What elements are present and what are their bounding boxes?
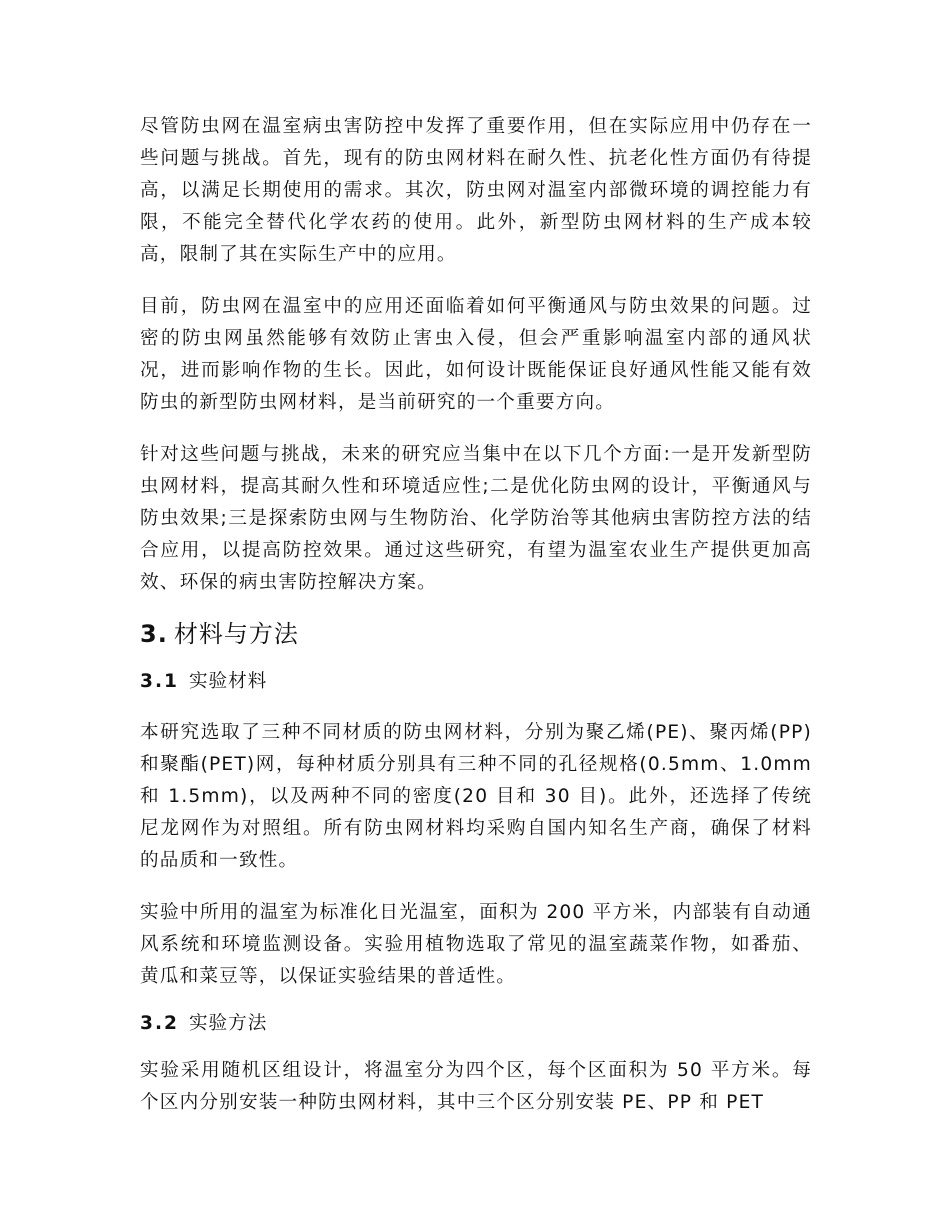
document-body: [140, 111, 812, 1119]
subsection-heading-materials: [140, 667, 812, 697]
subsection-number: 3.1: [140, 671, 179, 692]
section-heading-materials-methods: [140, 617, 812, 651]
paragraph-ventilation-balance: 目前，防虫网在温室中的应用还面临着如何平衡通风与防虫效果的问题。过密的防虫网虽然能够有效防止害虫入侵，但会严重影响温室内部的通风状况，进而影响作物的生长。因此，如何设计既能保证良好通风性能又能有效防虫的新型防虫网材料，是当前研究的一个重要方向。: [140, 296, 812, 413]
subsection-heading-methods: [140, 1009, 812, 1039]
paragraph-experiment-design: 实验采用随机区组设计，将温室分为四个区，每个区面积为 50 平方米。每个区内分别安装一种防虫网材料，其中三个区分别安装 PE、PP 和 PET: [140, 1060, 812, 1113]
section-number: 3.: [140, 620, 168, 648]
paragraph-challenges: 尽管防虫网在温室病虫害防控中发挥了重要作用，但在实际应用中仍存在一些问题与挑战。首先，现有的防虫网材料在耐久性、抗老化性方面仍有待提高，以满足长期使用的需求。其次，防虫网对温室内部微环境的调控能力有限，不能完全替代化学农药的使用。此外，新型防虫网材料的生产成本较高，限制了其在实际生产中的应用。: [140, 116, 812, 265]
section-title: 材料与方法: [173, 620, 299, 648]
subsection-title: 实验材料: [188, 671, 268, 692]
subsection-title: 实验方法: [188, 1013, 268, 1034]
paragraph-net-materials: 本研究选取了三种不同材质的防虫网材料，分别为聚乙烯(PE)、聚丙烯(PP)和聚酯(PET)网，每种材质分别具有三种不同的孔径规格(0.5mm、1.0mm 和 1.5mm)，以及两种不同的密度(20 目和 30 目)。此外，还选择了传统尼龙网作为对照组。所有防虫网材料均采购自国内知名生产商，确保了材料的品质和一致性。: [140, 722, 812, 871]
paragraph-future-research: 针对这些问题与挑战，未来的研究应当集中在以下几个方面:一是开发新型防虫网材料，提高其耐久性和环境适应性;二是优化防虫网的设计，平衡通风与防虫效果;三是探索防虫网与生物防治、化学防治等其他病虫害防控方法的结合应用，以提高防控效果。通过这些研究，有望为温室农业生产提供更加高效、环保的病虫害防控解决方案。: [140, 444, 812, 593]
paragraph-greenhouse-setup: 实验中所用的温室为标准化日光温室，面积为 200 平方米，内部装有自动通风系统和环境监测设备。实验用植物选取了常见的温室蔬菜作物，如番茄、黄瓜和菜豆等，以保证实验结果的普适性。: [140, 902, 812, 987]
subsection-number: 3.2: [140, 1013, 179, 1034]
